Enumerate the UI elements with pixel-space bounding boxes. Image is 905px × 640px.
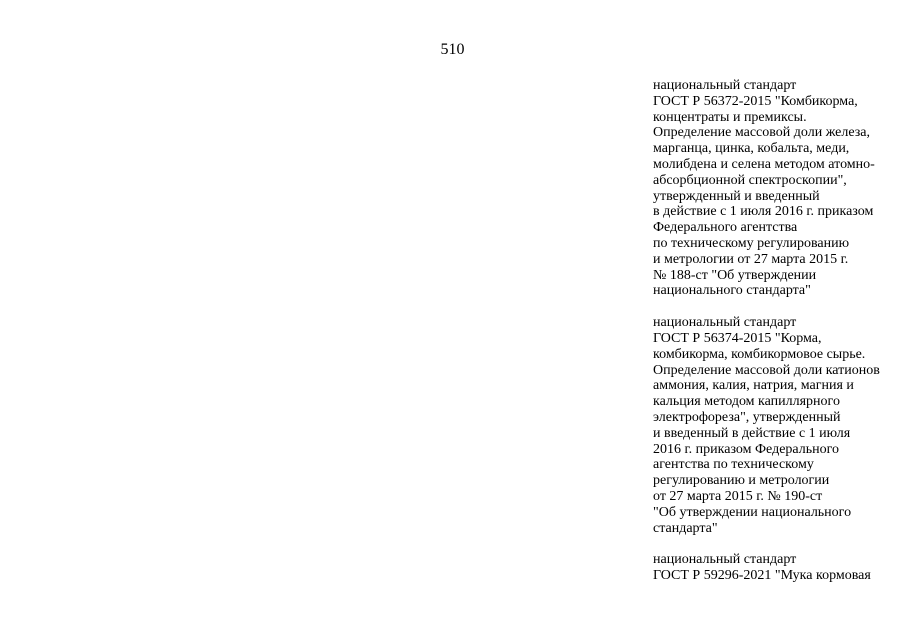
text-line: национального стандарта" [653, 283, 811, 299]
text-line: Определение массовой доли катионов [653, 362, 880, 378]
text-line: ГОСТ Р 56372-2015 "Комбикорма, [653, 93, 858, 109]
text-line: стандарта" [653, 520, 718, 536]
text-line: марганца, цинка, кобальта, меди, [653, 141, 850, 157]
text-line: и метрологии от 27 марта 2015 г. [653, 251, 849, 267]
text-line: 2016 г. приказом Федерального [653, 441, 840, 457]
text-line: агентства по техническому [653, 457, 814, 473]
text-line: регулированию и метрологии [653, 473, 830, 489]
text-line: по техническому регулированию [653, 235, 850, 251]
text-line: кальция методом капиллярного [653, 394, 840, 410]
standard-entry-2 [653, 315, 898, 536]
text-line: аммония, калия, натрия, магния и [653, 378, 854, 394]
text-line: электрофореза", утвержденный [653, 409, 841, 425]
text-line: "Об утверждении национального [653, 504, 852, 520]
text-line: национальный стандарт [653, 552, 797, 568]
text-line: ГОСТ Р 59296-2021 "Мука кормовая [653, 568, 871, 584]
text-line: концентраты и премиксы. [653, 109, 807, 125]
standard-entry-1 [653, 78, 898, 299]
text-line: национальный стандарт [653, 315, 797, 331]
text-column [653, 78, 898, 600]
text-line: Определение массовой доли железа, [653, 125, 871, 141]
text-line: № 188-ст "Об утверждении [653, 267, 817, 283]
text-line: национальный стандарт [653, 78, 797, 93]
text-line: Федерального агентства [653, 220, 798, 236]
text-line: комбикорма, комбикормовое сырье. [653, 346, 866, 362]
text-line: и введенный в действие с 1 июля [653, 425, 851, 441]
page-number: 510 [440, 41, 465, 58]
text-line: абсорбционной спектроскопии", [653, 172, 847, 188]
text-line: ГОСТ Р 56374-2015 "Корма, [653, 330, 822, 346]
text-line: от 27 марта 2015 г. № 190-ст [653, 488, 823, 504]
standard-entry-3 [653, 552, 898, 584]
text-line: молибдена и селена методом атомно- [653, 156, 875, 172]
text-line: в действие с 1 июля 2016 г. приказом [653, 204, 874, 220]
text-line: утвержденный и введенный [653, 188, 820, 204]
